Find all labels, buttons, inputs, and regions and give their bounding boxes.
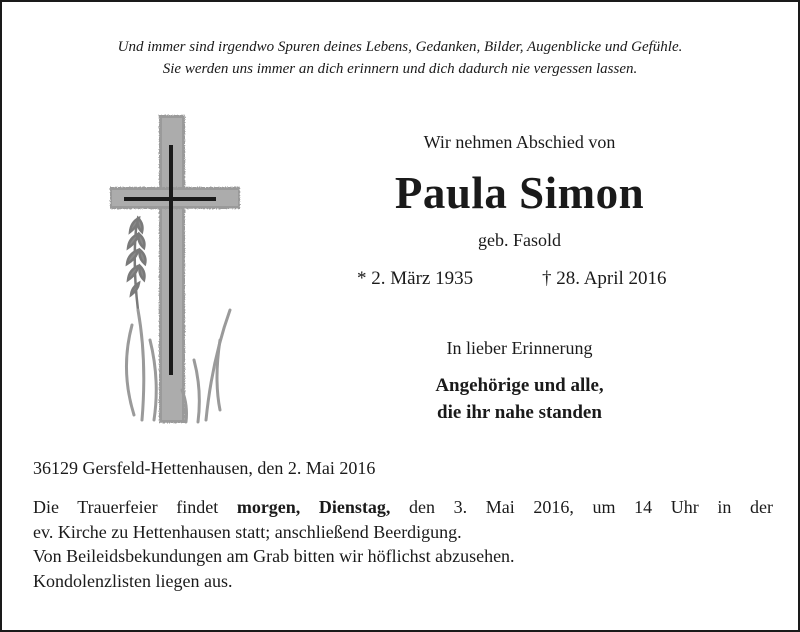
mourners-line-1: Angehörige und alle, — [435, 375, 604, 396]
death-date: † 28. April 2016 — [542, 268, 667, 289]
cross-with-wheat-icon — [102, 110, 252, 430]
motto-line-1: Und immer sind irgendwo Spuren deines Lebens, Gedanken, Bilder, Augenblicke und Gefühle. — [117, 39, 683, 55]
condolence-note: Von Beileidsbekundungen am Grab bitten wir höflichst abzusehen. — [33, 546, 515, 566]
intro-text: Wir nehmen Abschied von — [423, 132, 616, 152]
birth-date: * 2. März 1935 — [357, 268, 474, 289]
funeral-line-1-b: den 3. Mai 2016, um 14 Uhr in der — [390, 497, 774, 517]
condolence-lists-note: Kondolenzlisten liegen aus. — [33, 570, 233, 591]
mourners-line-2: die ihr nahe standen — [437, 402, 602, 423]
memory-text: In lieber Erinnerung — [446, 338, 593, 358]
funeral-line-1 — [33, 495, 773, 520]
funeral-line-1-bold: morgen, Dienstag, — [236, 497, 391, 517]
funeral-line-2: ev. Kirche zu Hettenhausen statt; anschließend Beerdigung. — [33, 521, 462, 542]
location-date: 36129 Gersfeld-Hettenhausen, den 2. Mai 2016 — [33, 458, 376, 478]
mourners — [332, 372, 707, 426]
funeral-details — [33, 495, 773, 593]
funeral-line-1-a: Die Trauerfeier findet — [33, 497, 237, 517]
motto — [2, 36, 798, 80]
deceased-name: Paula Simon — [394, 168, 645, 218]
birth-name: geb. Fasold — [478, 230, 561, 250]
motto-line-2: Sie werden uns immer an dich erinnern und dich dadurch nie vergessen lassen. — [162, 61, 638, 77]
